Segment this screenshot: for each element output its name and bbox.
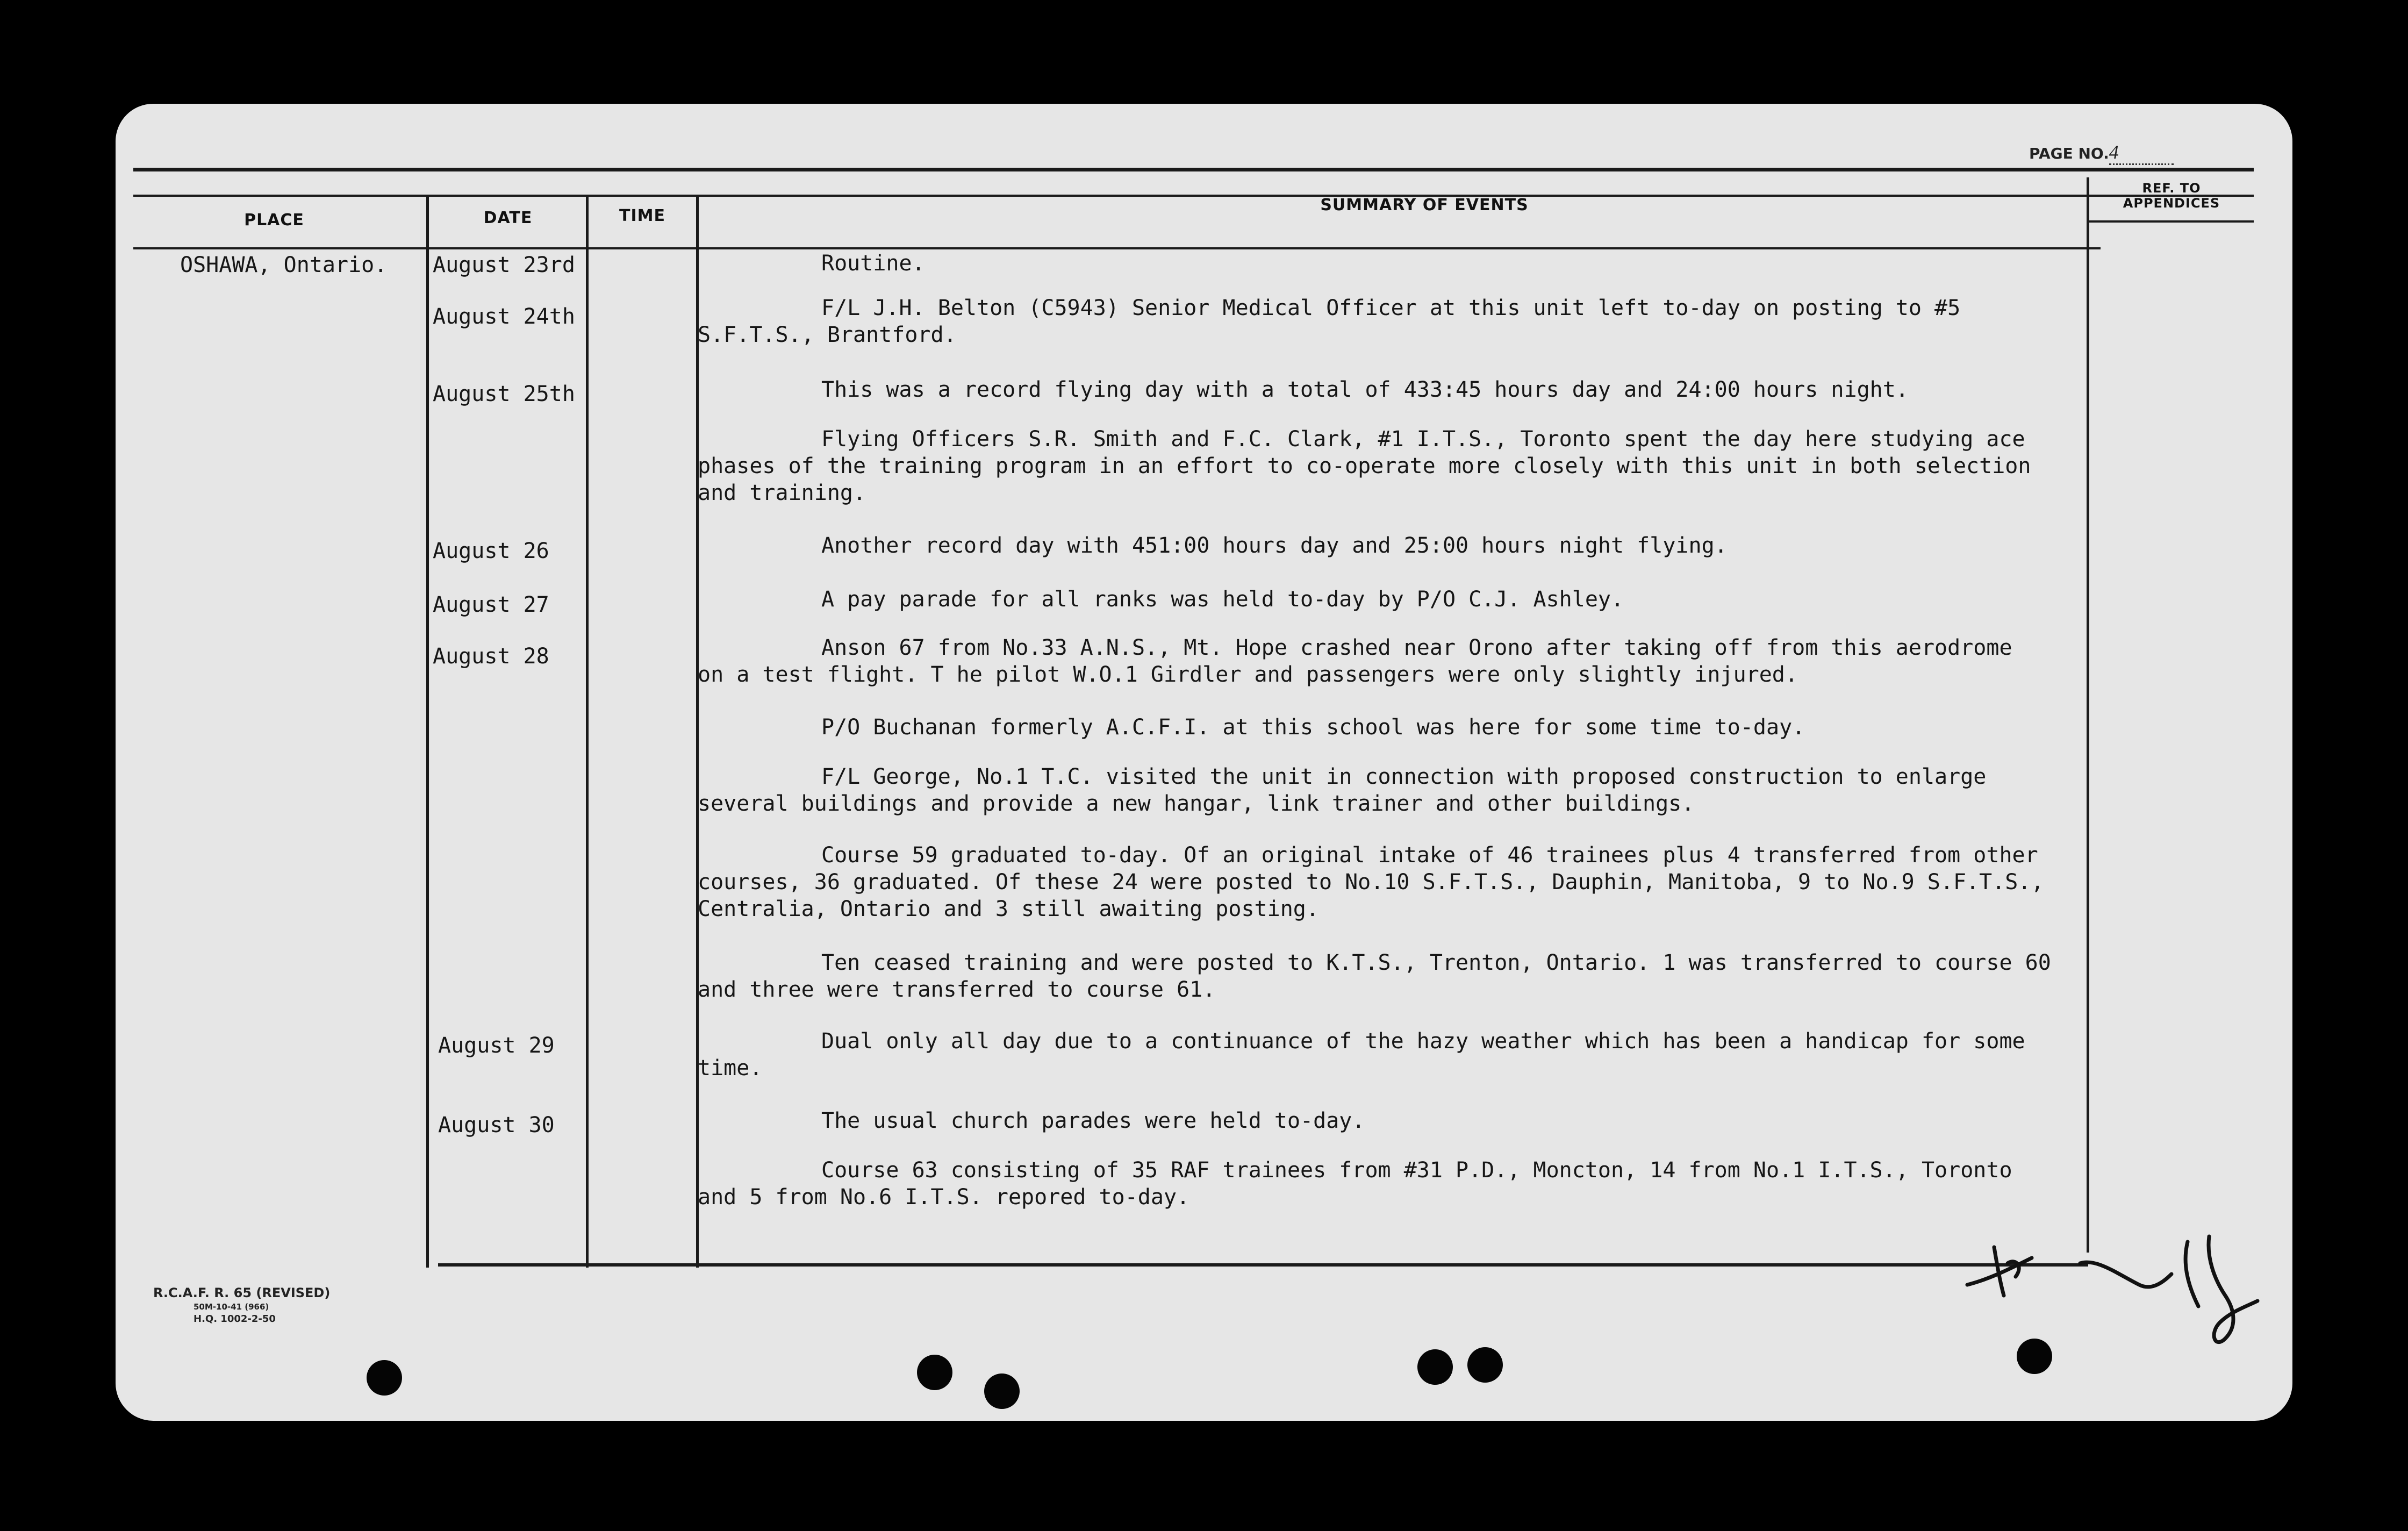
entry-course-59: [698, 842, 2084, 922]
entry-line: The usual church parades were held to-day.: [821, 1108, 1365, 1133]
punch-hole: [1467, 1347, 1503, 1383]
entry-line: Ten ceased training and were posted to K.T.S., Trenton, Ontario. 1 was transferred to course 60: [821, 950, 2051, 975]
entry-line: Centralia, Ontario and 3 still awaiting posting.: [698, 897, 1319, 921]
entry-line: Routine.: [821, 251, 925, 276]
header-place: PLACE: [244, 211, 304, 230]
page-number-label: PAGE NO.4: [2029, 141, 2174, 165]
page-number-value: 4: [2109, 141, 2174, 165]
entry-line: Course 59 graduated to-day. Of an original intake of 46 trainees plus 4 transferred from other: [821, 843, 2038, 868]
entry-line: S.F.T.S., Brantford.: [698, 323, 957, 347]
entry-pay-parade: [698, 586, 2084, 613]
bottom-rule: [438, 1263, 2088, 1267]
date-aug-24: August 24th: [433, 304, 575, 329]
punch-hole: [1417, 1349, 1453, 1385]
header-date: DATE: [483, 209, 533, 227]
place-cell: OSHAWA, Ontario.: [180, 253, 388, 277]
entry-line: Dual only all day due to a continuance of the hazy weather which has been a handicap for some: [821, 1029, 2025, 1054]
entry-line: time.: [698, 1056, 763, 1081]
form-number: [153, 1285, 330, 1326]
entry-line: on a test flight. T he pilot W.O.1 Girdler and passengers were only slightly injured.: [698, 662, 1798, 687]
entry-line: and training.: [698, 481, 866, 505]
divider-summary-ref: [2087, 177, 2089, 1253]
entry-construction: [698, 763, 2084, 817]
header-ref-line1: REF. TO: [2142, 181, 2201, 196]
date-aug-26: August 26: [433, 539, 549, 563]
entry-church-parades: [698, 1107, 2084, 1134]
divider-place-date: [426, 195, 429, 1268]
form-line-1: R.C.A.F. R. 65 (REVISED): [153, 1285, 331, 1300]
header-ref-line2: APPENDICES: [2123, 196, 2220, 211]
punch-hole: [917, 1355, 952, 1390]
entry-record-flying-day: [698, 376, 2084, 403]
punch-hole: [367, 1360, 402, 1396]
header-summary: SUMMARY OF EVENTS: [1320, 196, 1529, 214]
date-aug-23: August 23rd: [433, 253, 575, 277]
entry-another-record-day: [698, 532, 2084, 559]
entry-flying-officers-visit: [698, 426, 2084, 506]
date-aug-28: August 28: [433, 644, 549, 669]
entry-line: A pay parade for all ranks was held to-day by P/O C.J. Ashley.: [821, 587, 1624, 612]
entry-course-63: [698, 1157, 2084, 1211]
entry-line: P/O Buchanan formerly A.C.F.I. at this school was here for some time to-day.: [821, 715, 1805, 740]
entry-line: Another record day with 451:00 hours day and 25:00 hours night flying.: [821, 533, 1728, 558]
entry-line: Anson 67 from No.33 A.N.S., Mt. Hope crashed near Orono after taking off from this aerodrome: [821, 635, 2012, 660]
form-line-2: 50M-10-41 (966): [194, 1302, 269, 1312]
header-rule-ref: [2088, 220, 2254, 223]
entry-line: Course 63 consisting of 35 RAF trainees from #31 P.D., Moncton, 14 from No.1 I.T.S., Toronto: [821, 1158, 2012, 1183]
entry-ceased-training: [698, 949, 2084, 1003]
entry-line: courses, 36 graduated. Of these 24 were posted to No.10 S.F.T.S., Dauphin, Manitoba, 9 to No.9 S.F.T.S.,: [698, 870, 2044, 895]
punch-hole: [2017, 1339, 2052, 1374]
form-line-3: H.Q. 1002-2-50: [194, 1313, 276, 1325]
punch-hole: [984, 1373, 1020, 1409]
entry-anson-crash: [698, 634, 2084, 688]
entry-line: and 5 from No.6 I.T.S. repored to-day.: [698, 1185, 1190, 1210]
entry-routine: [698, 250, 2084, 277]
entry-line: phases of the training program in an effort to co-operate more closely with this unit in both selection: [698, 454, 2031, 478]
date-aug-25: August 25th: [433, 382, 575, 406]
entry-line: several buildings and provide a new hangar, link trainer and other buildings.: [698, 791, 1695, 816]
entry-buchanan-visit: [698, 714, 2084, 741]
entry-line: F/L J.H. Belton (C5943) Senior Medical Officer at this unit left to-day on posting to #5: [821, 296, 1961, 320]
entry-line: F/L George, No.1 T.C. visited the unit in connection with proposed construction to enlarge: [821, 764, 1987, 789]
signature-mark: [1956, 1226, 2290, 1365]
entry-line: Flying Officers S.R. Smith and F.C. Clark, #1 I.T.S., Toronto spent the day here studying ace: [821, 427, 2025, 452]
date-aug-27: August 27: [433, 592, 549, 617]
header-ref: [2091, 181, 2252, 211]
date-aug-30: August 30: [438, 1113, 555, 1137]
header-time: TIME: [619, 206, 665, 225]
date-aug-29: August 29: [438, 1033, 555, 1058]
entry-belton-posting: [698, 295, 2084, 348]
divider-date-time: [586, 195, 589, 1268]
entry-dual-only: [698, 1028, 2084, 1082]
top-rule: [133, 168, 2254, 171]
entry-line: This was a record flying day with a total of 433:45 hours day and 24:00 hours night.: [821, 377, 1909, 402]
entry-line: and three were transferred to course 61.: [698, 977, 1216, 1002]
